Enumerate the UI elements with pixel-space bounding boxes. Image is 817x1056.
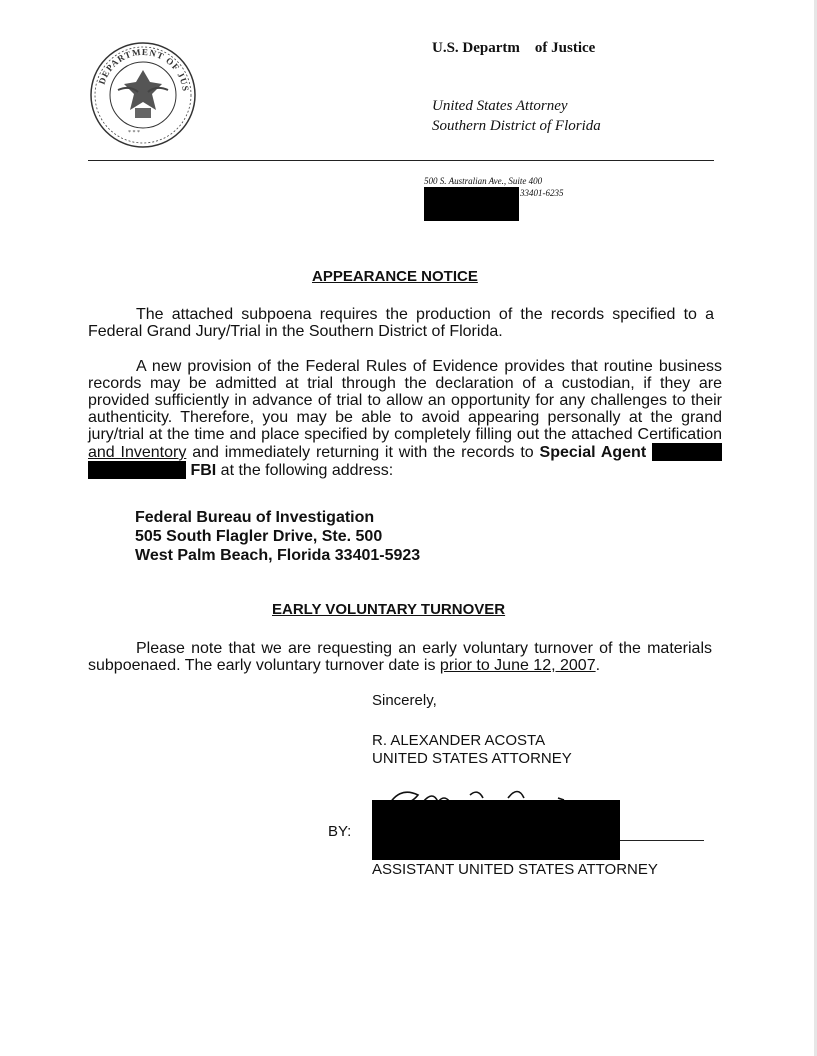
redaction-agent-name (652, 443, 722, 461)
office-address-line2: 33401-6235 (520, 188, 564, 198)
turnover-heading: EARLY VOLUNTARY TURNOVER (272, 601, 506, 618)
fbi-address-line2: 505 South Flagler Drive, Ste. 500 (135, 528, 383, 545)
turnover-text-end: . (595, 657, 601, 674)
paragraph-subpoena-text: The attached subpoena requires the production of the records specified to a Federal Grand Jury/Trial in the Southern District of Florida. (88, 306, 714, 340)
paragraph-rules-end: at the following address: (216, 462, 394, 479)
department-name: U.S. Departm of Justice (432, 40, 596, 56)
paragraph-rules-mid: and immediately returning it with the records to (186, 444, 540, 461)
fbi-address (135, 508, 420, 565)
redaction-signer-name (372, 800, 620, 860)
us-attorney-title: UNITED STATES ATTORNEY (372, 750, 572, 767)
turnover-date: prior to June 12, 2007 (439, 657, 596, 674)
office-title: United States Attorney (432, 98, 568, 114)
paragraph-rules-text: A new provision of the Federal Rules of Evidence provides that routine business records may be admitted at trial through the declaration of a custodian, if they are provided sufficiently in advance of trial to allow an opportunity for any challenges to their authenticity. Therefore, you may be able to avoid appearing personally at the grand jury/trial at the time and place specified by completely filling out the attached Certification (88, 358, 722, 443)
fbi-address-line1: Federal Bureau of Investigation (135, 509, 375, 526)
fbi-label: FBI (190, 462, 217, 479)
paragraph-turnover (88, 640, 712, 674)
salutation: Sincerely, (372, 692, 437, 709)
turnover-text: Please note that we are requesting an early voluntary turnover of the materials subpoenaed. The early voluntary turnover date is (88, 640, 712, 674)
us-attorney-name: R. ALEXANDER ACOSTA (372, 732, 546, 749)
doj-seal (88, 40, 198, 150)
certification-inventory-text: and Inventory (88, 444, 187, 461)
redaction-address (424, 187, 519, 221)
special-agent-label: Special Agent (539, 444, 647, 461)
paragraph-rules (88, 358, 722, 479)
seal-text: DEPARTMENT OF JUS (96, 46, 191, 93)
signer-title: ASSISTANT UNITED STATES ATTORNEY (372, 861, 658, 878)
letterhead-rule (88, 160, 714, 161)
svg-text:* * *: * * * (128, 130, 140, 136)
fbi-address-line3: West Palm Beach, Florida 33401-5923 (135, 547, 421, 564)
appearance-notice-heading: APPEARANCE NOTICE (312, 268, 478, 285)
by-label: BY: (328, 823, 352, 840)
redaction-agent-name-2 (88, 461, 186, 479)
office-district: Southern District of Florida (432, 118, 601, 134)
paragraph-subpoena (88, 306, 714, 340)
office-address-line1: 500 S. Australian Ave., Suite 400 (424, 176, 543, 186)
